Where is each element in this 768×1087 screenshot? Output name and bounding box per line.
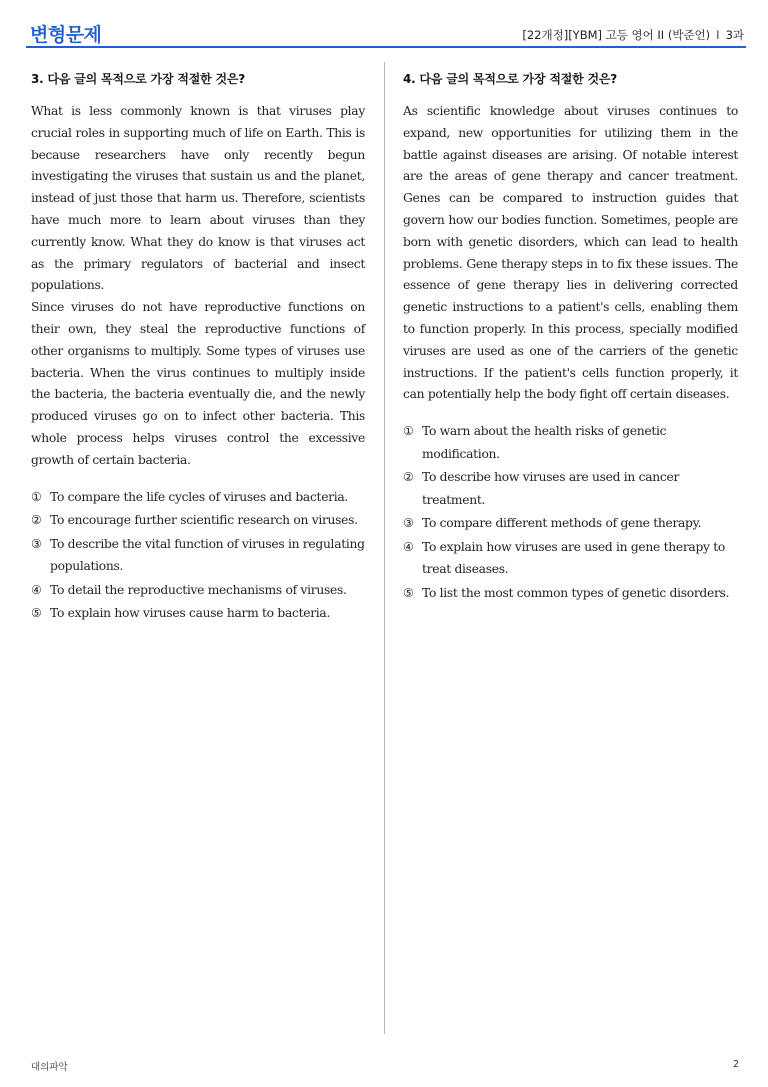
- choice-number: ③: [31, 536, 42, 551]
- choice-text: To explain how viruses cause harm to bacteria.: [50, 606, 331, 621]
- choice-text: To describe how viruses are used in cancer treatment.: [422, 470, 680, 507]
- course-title: [22개정][YBM] 고등 영어 II (박준언): [522, 28, 711, 42]
- passage-paragraph: As scientific knowledge about viruses continues to expand, new opportunities for utilizing them in the battle against diseases are arising. Of notable interest are the areas of gene therapy and cancer treatment. Genes can be compared to instruction guides that govern how our bodies function. Sometimes, people are born with genetic disorders, which can lead to health problems. Gene therapy steps in to fix these issues. The essence of gene therapy lies in delivering corrected genetic instructions to a patient's cells, enabling them to function properly. In this process, specially modified viruses are used as one of the carriers of the genetic instructions. If the patient's cells function properly, it can potentially help the body fight off certain diseases.: [403, 104, 738, 402]
- column-divider: [384, 62, 385, 1034]
- answer-choice[interactable]: [403, 582, 738, 605]
- answer-choice[interactable]: [403, 466, 738, 511]
- question-3-passage: [31, 101, 365, 472]
- answer-choice[interactable]: [31, 486, 365, 509]
- answer-choice[interactable]: [31, 509, 365, 532]
- lesson-label: 3과: [725, 28, 744, 42]
- choice-text: To encourage further scientific research on viruses.: [50, 513, 358, 528]
- choice-number: ①: [31, 489, 42, 504]
- choice-text: To list the most common types of genetic disorders.: [422, 585, 730, 600]
- footer-publisher: 대의파악: [31, 1062, 68, 1073]
- choice-text: To compare the life cycles of viruses and bacteria.: [50, 489, 349, 504]
- answer-choice[interactable]: [31, 602, 365, 625]
- brand-title: 변형문제: [30, 24, 102, 46]
- answer-choice[interactable]: [403, 536, 738, 581]
- page-number: 2: [732, 1059, 739, 1070]
- choice-number: ②: [31, 513, 42, 528]
- answer-choice[interactable]: [31, 579, 365, 602]
- choice-text: To explain how viruses are used in gene therapy to treat diseases.: [422, 539, 726, 577]
- question-3-choices: [31, 486, 365, 625]
- choice-text: To describe the vital function of viruses in regulating populations.: [50, 536, 365, 574]
- answer-choice[interactable]: [31, 533, 365, 578]
- header-separator: I: [716, 28, 720, 42]
- header-rule: [26, 46, 746, 48]
- choice-text: To warn about the health risks of genetic modification.: [422, 424, 667, 461]
- passage-paragraph: What is less commonly known is that viruses play crucial roles in supporting much of life on Earth. This is because researchers have only recently begun investigating the viruses that sustain us and the planet, instead of just those that harm us. Therefore, scientists have much more to learn about viruses than they currently know. What they do know is that viruses act as the primary regulators of bacterial and insect populations.: [31, 104, 365, 293]
- choice-number: ③: [403, 516, 414, 531]
- answer-choice[interactable]: [403, 420, 738, 465]
- question-4: [403, 70, 738, 605]
- page-header: [30, 20, 744, 48]
- choice-number: ④: [31, 582, 42, 597]
- choice-number: ④: [403, 539, 414, 554]
- passage-paragraph: Since viruses do not have reproductive functions on their own, they steal the reproductive functions of other organisms to multiply. Some types of viruses use bacteria. When the virus continues to multiply inside the bacteria, the bacteria eventually die, and the newly produced viruses go on to infect other bacteria. This whole process helps viruses control the excessive growth of certain bacteria.: [31, 300, 365, 467]
- choice-text: To compare different methods of gene therapy.: [422, 516, 702, 531]
- course-info: [522, 27, 744, 43]
- question-4-title: 4. 다음 글의 목적으로 가장 적절한 것은?: [403, 72, 618, 86]
- question-3-title: 3. 다음 글의 목적으로 가장 적절한 것은?: [31, 72, 246, 86]
- question-4-passage: [403, 101, 738, 406]
- choice-number: ②: [403, 470, 414, 485]
- choice-number: ⑤: [31, 606, 42, 621]
- choice-text: To detail the reproductive mechanisms of viruses.: [50, 582, 347, 597]
- answer-choice[interactable]: [403, 512, 738, 535]
- question-4-choices: [403, 420, 738, 604]
- choice-number: ⑤: [403, 585, 414, 600]
- choice-number: ①: [403, 424, 414, 439]
- question-3: [31, 70, 365, 626]
